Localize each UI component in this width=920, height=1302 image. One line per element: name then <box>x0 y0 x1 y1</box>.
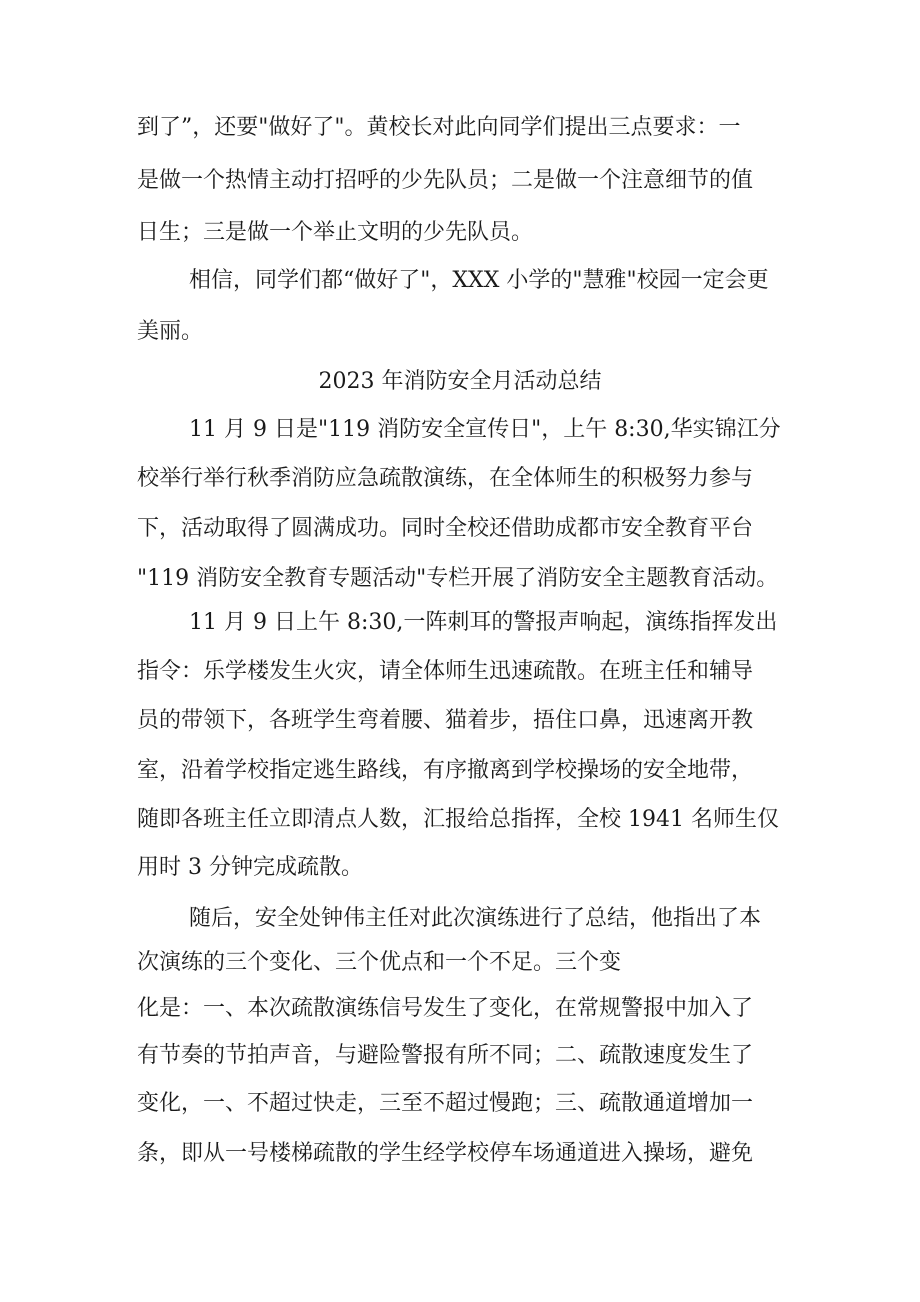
text-line: 美丽。 <box>137 319 204 344</box>
text-line: 日生；三是做一个举止文明的少先队员。 <box>137 220 534 245</box>
text-line: 条，即从一号楼梯疏散的学生经学校停车场通道进入操场，避免 <box>137 1141 754 1166</box>
text-line: 11 月 9 日上午 8:30,一阵刺耳的警报声响起，演练指挥发出 <box>189 610 778 635</box>
text-line: 有节奏的节拍声音，与避险警报有所不同；二、疏散速度发生了 <box>137 1043 754 1068</box>
text-line: 到了”，还要"做好了"。黄校长对此向同学们提出三点要求：一 <box>137 115 741 140</box>
text-line: 次演练的三个变化、三个优点和一个不足。三个变 <box>137 950 622 975</box>
text-line: 指令：乐学楼发生火灾，请全体师生迅速疏散。在班主任和辅导 <box>137 659 754 684</box>
text-line: 员的带领下，各班学生弯着腰、猫着步，捂住口鼻，迅速离开教 <box>137 708 754 733</box>
text-line: 随即各班主任立即清点人数，汇报给总指挥，全校 1941 名师生仅 <box>137 807 779 832</box>
text-line: 下，活动取得了圆满成功。同时全校还借助成都市安全教育平台 <box>137 516 754 541</box>
text-line: 化是：一、本次疏散演练信号发生了变化，在常规警报中加入了 <box>137 996 754 1021</box>
text-line: 11 月 9 日是"119 消防安全宣传日"，上午 8:30,华实锦江分 <box>189 417 781 442</box>
text-line: 随后，安全处钟伟主任对此次演练进行了总结，他指出了本 <box>189 906 762 931</box>
text-line: 变化，一、不超过快走，三至不超过慢跑；三、疏散通道增加一 <box>137 1091 754 1116</box>
text-line: 相信，同学们都“做好了"，XXX 小学的"慧雅"校园一定会更 <box>189 268 769 293</box>
text-line: 是做一个热情主动打招呼的少先队员；二是做一个注意细节的值 <box>137 168 754 193</box>
text-line: "119 消防安全教育专题活动"专栏开展了消防安全主题教育活动。 <box>137 566 779 591</box>
section-title: 2023 年消防安全月活动总结 <box>318 369 602 394</box>
text-line: 校举行举行秋季消防应急疏散演练，在全体师生的积极努力参与 <box>137 466 754 491</box>
text-line: 室，沿着学校指定逃生路线，有序撤离到学校操场的安全地带， <box>137 758 754 783</box>
text-line: 用时 3 分钟完成疏散。 <box>137 855 363 880</box>
